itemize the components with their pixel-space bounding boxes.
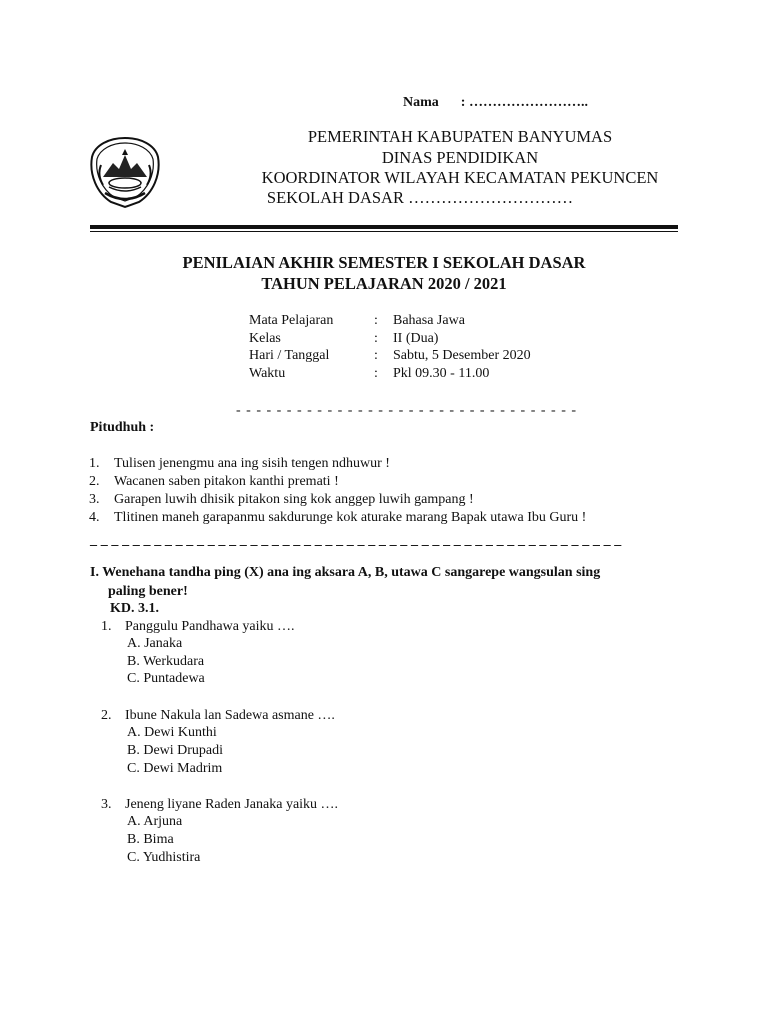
instruction-item bbox=[89, 492, 474, 508]
answer-option[interactable]: A. Arjuna bbox=[127, 814, 183, 829]
name-field bbox=[403, 95, 588, 111]
header-coordinator: KOORDINATOR WILAYAH KECAMATAN PEKUNCEN bbox=[261, 168, 659, 187]
name-label: Nama bbox=[403, 95, 439, 110]
question-text: Jeneng liyane Raden Janaka yaiku …. bbox=[125, 797, 339, 812]
answer-option[interactable]: A. Dewi Kunthi bbox=[127, 725, 217, 740]
instruction-number: 1. bbox=[89, 456, 100, 471]
header-government: PEMERINTAH KABUPATEN BANYUMAS bbox=[307, 127, 613, 146]
info-sep-time: : bbox=[374, 366, 378, 381]
header-rule-thick bbox=[90, 225, 678, 229]
info-label-time: Waktu bbox=[249, 366, 286, 381]
question bbox=[101, 619, 295, 635]
answer-option[interactable]: A. Janaka bbox=[127, 636, 183, 651]
question bbox=[101, 797, 338, 813]
instruction-number: 4. bbox=[89, 510, 100, 525]
answer-option[interactable]: B. Dewi Drupadi bbox=[127, 743, 224, 758]
instruction-number: 2. bbox=[89, 474, 100, 489]
short-divider: - - - - - - - - - - - - - - - - - - - - - - - - - - - - - - - - - - bbox=[236, 403, 578, 418]
header-rule-thin bbox=[90, 231, 678, 232]
question-number: 2. bbox=[101, 708, 112, 723]
info-sep-class: : bbox=[374, 331, 378, 346]
question-text: Panggulu Pandhawa yaiku …. bbox=[125, 619, 295, 634]
header-department: DINAS PENDIDIKAN bbox=[381, 148, 539, 167]
info-value-subject: Bahasa Jawa bbox=[393, 313, 465, 328]
exam-title: PENILAIAN AKHIR SEMESTER I SEKOLAH DASAR bbox=[182, 253, 586, 272]
instruction-item bbox=[89, 456, 390, 472]
question-text: Ibune Nakula lan Sadewa asmane …. bbox=[125, 708, 335, 723]
answer-option[interactable]: C. Yudhistira bbox=[127, 850, 201, 865]
question-number: 1. bbox=[101, 619, 112, 634]
answer-option[interactable]: B. Werkudara bbox=[127, 654, 205, 669]
question-number: 3. bbox=[101, 797, 112, 812]
name-value: : …………………….. bbox=[460, 95, 588, 110]
section-kd: KD. 3.1. bbox=[110, 601, 159, 616]
info-label-subject: Mata Pelajaran bbox=[249, 313, 334, 328]
question bbox=[101, 708, 335, 724]
long-divider: _ _ _ _ _ _ _ _ _ _ _ _ _ _ _ _ _ _ _ _ _ _ _ _ _ _ _ _ _ _ _ _ _ _ _ _ _ _ _ _ _ _ _ _ _ _ _ _ _ _ bbox=[90, 533, 622, 548]
info-sep-date: : bbox=[374, 348, 378, 363]
info-label-date: Hari / Tanggal bbox=[249, 348, 330, 363]
answer-option[interactable]: C. Dewi Madrim bbox=[127, 761, 223, 776]
section-heading: I. Wenehana tandha ping (X) ana ing aksara A, B, utawa C sangarepe wangsulan sing bbox=[90, 565, 601, 580]
instruction-text: Wacanen saben pitakon kanthi premati ! bbox=[114, 474, 339, 489]
answer-option[interactable]: B. Bima bbox=[127, 832, 174, 847]
instruction-text: Garapen luwih dhisik pitakon sing kok anggep luwih gampang ! bbox=[114, 492, 474, 507]
exam-year: TAHUN PELAJARAN 2020 / 2021 bbox=[261, 274, 507, 293]
instruction-text: Tlitinen maneh garapanmu sakdurunge kok aturake marang Bapak utawa Ibu Guru ! bbox=[114, 510, 587, 525]
header-school: SEKOLAH DASAR ………………………… bbox=[266, 188, 574, 207]
instructions-heading: Pitudhuh : bbox=[90, 420, 155, 435]
info-sep-subject: : bbox=[374, 313, 378, 328]
info-value-class: II (Dua) bbox=[393, 331, 439, 346]
info-value-time: Pkl 09.30 - 11.00 bbox=[393, 366, 490, 381]
info-label-class: Kelas bbox=[249, 331, 281, 346]
instruction-number: 3. bbox=[89, 492, 100, 507]
instruction-item bbox=[89, 474, 339, 490]
section-heading-cont: paling bener! bbox=[108, 584, 188, 599]
instruction-item bbox=[89, 510, 586, 526]
info-value-date: Sabtu, 5 Desember 2020 bbox=[393, 348, 531, 363]
answer-option[interactable]: C. Puntadewa bbox=[127, 671, 205, 686]
instruction-text: Tulisen jenengmu ana ing sisih tengen ndhuwur ! bbox=[114, 456, 390, 471]
